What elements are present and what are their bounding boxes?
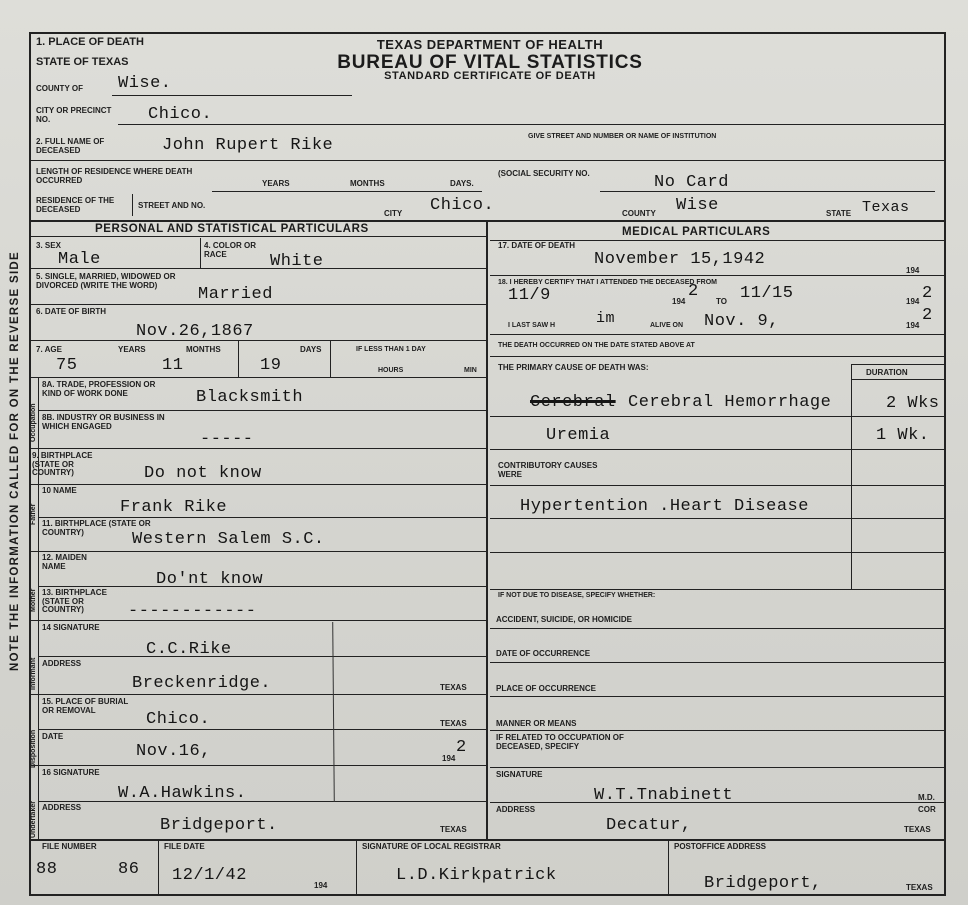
age-days-label: DAYS — [300, 345, 322, 354]
disposition-section-tag: Disposition — [30, 729, 37, 768]
cause1-duration: 2 Wks — [886, 394, 940, 413]
mother-section-tag: Mother — [30, 588, 37, 612]
alive-value: Nov. 9, — [704, 312, 779, 331]
city-label: CITY OR PRECINCT NO. — [36, 106, 112, 124]
informant-address-label: ADDRESS — [42, 659, 82, 668]
burial-value: Chico. — [146, 710, 211, 729]
file-number-label: FILE NUMBER — [42, 842, 97, 851]
father-name: Frank Rike — [120, 498, 228, 517]
sex-label: 3. SEX — [36, 241, 61, 250]
occurred-label: THE DEATH OCCURRED ON THE DATE STATED ABOVE AT — [498, 342, 695, 349]
death-date-value: November 15,1942 — [594, 250, 766, 269]
burial-year: 2 — [456, 738, 467, 757]
mother-maiden-label: 12. MAIDEN NAME — [42, 553, 87, 571]
attended-from: 11/9 — [508, 286, 551, 305]
contributory-value: Hypertention .Heart Disease — [520, 497, 809, 516]
sex-value: Male — [58, 250, 101, 269]
physician-signature-label: SIGNATURE — [496, 770, 543, 779]
state-label: STATE OF TEXAS — [36, 56, 129, 68]
days-label: DAYS. — [450, 179, 474, 188]
file-number: 86 — [118, 860, 140, 879]
attended-to-year: 2 — [922, 284, 933, 303]
street-label: STREET AND NO. — [138, 201, 206, 210]
informant-signature: C.C.Rike — [146, 640, 232, 659]
city-value: Chico. — [148, 105, 213, 124]
manner-label: MANNER OR MEANS — [496, 719, 577, 728]
attended-to-prefix: 194 — [906, 297, 920, 306]
medical-section-title: MEDICAL PARTICULARS — [622, 226, 771, 238]
primary-cause-label: THE PRIMARY CAUSE OF DEATH WAS: — [498, 363, 649, 372]
dob-value: Nov.26,1867 — [136, 322, 254, 341]
undertaker-section-tag: Undertaker — [30, 801, 37, 838]
undertaker-address-label: ADDRESS — [42, 803, 82, 812]
occurrence-place-label: PLACE OF OCCURRENCE — [496, 684, 597, 693]
alive-prefix: 194 — [906, 321, 920, 330]
alive-year: 2 — [922, 306, 933, 325]
residence-label: RESIDENCE OF THE DECEASED — [36, 196, 115, 214]
mother-birthplace: ------------ — [128, 602, 257, 621]
alive-label: ALIVE ON — [650, 322, 684, 329]
physician-texas: TEXAS — [904, 825, 931, 834]
age-years: 75 — [56, 356, 78, 375]
postoffice-label: POSTOFFICE ADDRESS — [674, 842, 767, 851]
min-label: MIN — [464, 367, 477, 374]
burial-label: 15. PLACE OF BURIAL OR REMOVAL — [42, 697, 129, 715]
county-label: COUNTY OF — [36, 84, 83, 93]
physician-signature: W.T.Tnabinett — [594, 786, 734, 805]
informant-texas: TEXAS — [440, 683, 467, 692]
contributory-label: CONTRIBUTORY CAUSES WERE — [498, 461, 598, 479]
undertaker-signature: W.A.Hawkins. — [118, 784, 247, 803]
father-birthplace: Western Salem S.C. — [132, 530, 325, 549]
burial-date: Nov.16, — [136, 742, 211, 761]
file-year-prefix: 194 — [314, 881, 328, 890]
age-months: 11 — [162, 356, 184, 375]
not-disease-label: IF NOT DUE TO DISEASE, SPECIFY WHETHER: — [498, 592, 656, 599]
years-label: YEARS — [262, 179, 290, 188]
bureau-title: BUREAU OF VITAL STATISTICS — [337, 52, 643, 73]
age-label: 7. AGE — [36, 345, 62, 354]
months-label: MONTHS — [350, 179, 385, 188]
informant-section-tag: Informant — [30, 657, 37, 690]
file-date-label: FILE DATE — [164, 842, 205, 851]
full-name-label: 2. FULL NAME OF DECEASED — [36, 137, 105, 155]
res-state-label: STATE — [826, 209, 852, 218]
physician-address-label: ADDRESS — [496, 805, 536, 814]
hours-label: HOURS — [378, 367, 404, 374]
undertaker-texas: TEXAS — [440, 825, 467, 834]
file-date: 12/1/42 — [172, 866, 247, 885]
age-months-label: MONTHS — [186, 345, 221, 354]
registrar-signature: L.D.Kirkpatrick — [396, 866, 557, 885]
cause2-value: Uremia — [546, 426, 611, 445]
postoffice-value: Bridgeport, — [704, 874, 822, 893]
occupation-value: Blacksmith — [196, 388, 304, 407]
industry-label: 8B. INDUSTRY OR BUSINESS IN WHICH ENGAGED — [42, 413, 165, 431]
cause1-struck: Cerebral — [530, 393, 616, 412]
attended-to: 11/15 — [740, 284, 794, 303]
res-city-value: Chico. — [430, 196, 495, 215]
burial-date-label: DATE — [42, 732, 64, 741]
physician-address: Decatur, — [606, 816, 692, 835]
undertaker-address: Bridgeport. — [160, 816, 278, 835]
dob-label: 6. DATE OF BIRTH — [36, 307, 107, 316]
postoffice-texas: TEXAS — [906, 883, 933, 892]
cause1-value: Cerebral Hemorrhage — [628, 393, 832, 412]
color-label: 4. COLOR OR RACE — [204, 241, 257, 259]
birthplace-label: 9. BIRTHPLACE (STATE OR COUNTRY) — [32, 451, 93, 477]
color-value: White — [270, 252, 324, 271]
res-city-label: CITY — [384, 209, 403, 218]
md-label: M.D. — [918, 793, 935, 802]
father-name-label: 10 NAME — [42, 486, 77, 495]
less-than-day-label: IF LESS THAN 1 DAY — [356, 346, 426, 353]
accident-label: ACCIDENT, SUICIDE, OR HOMICIDE — [496, 615, 633, 624]
res-state-value: Texas — [862, 199, 910, 216]
marital-value: Married — [198, 285, 273, 304]
personal-section-title: PERSONAL AND STATISTICAL PARTICULARS — [95, 223, 369, 235]
cause2-duration: 1 Wk. — [876, 426, 930, 445]
res-county-value: Wise — [676, 196, 719, 215]
res-county-label: COUNTY — [622, 209, 656, 218]
agency-title: TEXAS DEPARTMENT OF HEALTH — [376, 37, 604, 52]
certify-label: 18. I HEREBY CERTIFY THAT I ATTENDED THE DECEASED FROM — [498, 279, 717, 286]
father-section-tag: Father — [30, 503, 37, 525]
death-year-prefix: 194 — [906, 266, 920, 275]
industry-value: ----- — [200, 430, 254, 449]
deceased-name: John Rupert Rike — [162, 136, 334, 155]
burial-year-prefix: 194 — [442, 754, 456, 763]
ssn-value: No Card — [654, 173, 729, 192]
file-prefix: 88 — [36, 860, 58, 879]
cor-label: COR — [918, 805, 936, 814]
last-saw-value: im — [596, 310, 616, 327]
father-birthplace-label: 11. BIRTHPLACE (STATE OR COUNTRY) — [42, 519, 151, 537]
attended-from-prefix: 194 — [672, 297, 686, 306]
age-years-label: YEARS — [118, 345, 146, 354]
informant-signature-label: 14 SIGNATURE — [42, 623, 100, 632]
occupation-section-tag: Occupation — [30, 403, 37, 442]
death-date-label: 17. DATE OF DEATH — [498, 241, 576, 250]
occurrence-date-label: DATE OF OCCURRENCE — [496, 649, 591, 658]
registrar-label: SIGNATURE OF LOCAL REGISTRAR — [362, 842, 501, 851]
informant-address: Breckenridge. — [132, 674, 272, 693]
mother-birthplace-label: 13. BIRTHPLACE (STATE OR COUNTRY) — [42, 588, 107, 614]
duration-label: DURATION — [866, 368, 908, 377]
residence-length-label: LENGTH OF RESIDENCE WHERE DEATH OCCURRED — [36, 167, 193, 185]
undertaker-signature-label: 16 SIGNATURE — [42, 768, 100, 777]
to-label: TO — [716, 297, 727, 306]
street-note: GIVE STREET AND NUMBER OR NAME OF INSTITUTION — [528, 133, 717, 140]
mother-maiden: Do'nt know — [156, 570, 264, 589]
place-of-death-label: 1. PLACE OF DEATH — [36, 36, 144, 48]
attended-from-year: 2 — [688, 282, 699, 301]
marital-label: 5. SINGLE, MARRIED, WIDOWED OR DIVORCED (WRITE THE WORD) — [36, 272, 176, 290]
last-saw-label: I LAST SAW H — [508, 322, 556, 329]
age-days: 19 — [260, 356, 282, 375]
certificate-title: STANDARD CERTIFICATE OF DEATH — [384, 70, 596, 82]
burial-texas: TEXAS — [440, 719, 467, 728]
county-value: Wise. — [118, 74, 172, 93]
birthplace-value: Do not know — [144, 464, 262, 483]
occupation-related-label: IF RELATED TO OCCUPATION OF DECEASED, SPECIFY — [496, 733, 624, 751]
occupation-label: 8A. TRADE, PROFESSION OR KIND OF WORK DONE — [42, 380, 156, 398]
ssn-label: (SOCIAL SECURITY NO. — [498, 169, 590, 178]
side-note: NOTE THE INFORMATION CALLED FOR ON THE REVERSE SIDE — [9, 250, 21, 672]
